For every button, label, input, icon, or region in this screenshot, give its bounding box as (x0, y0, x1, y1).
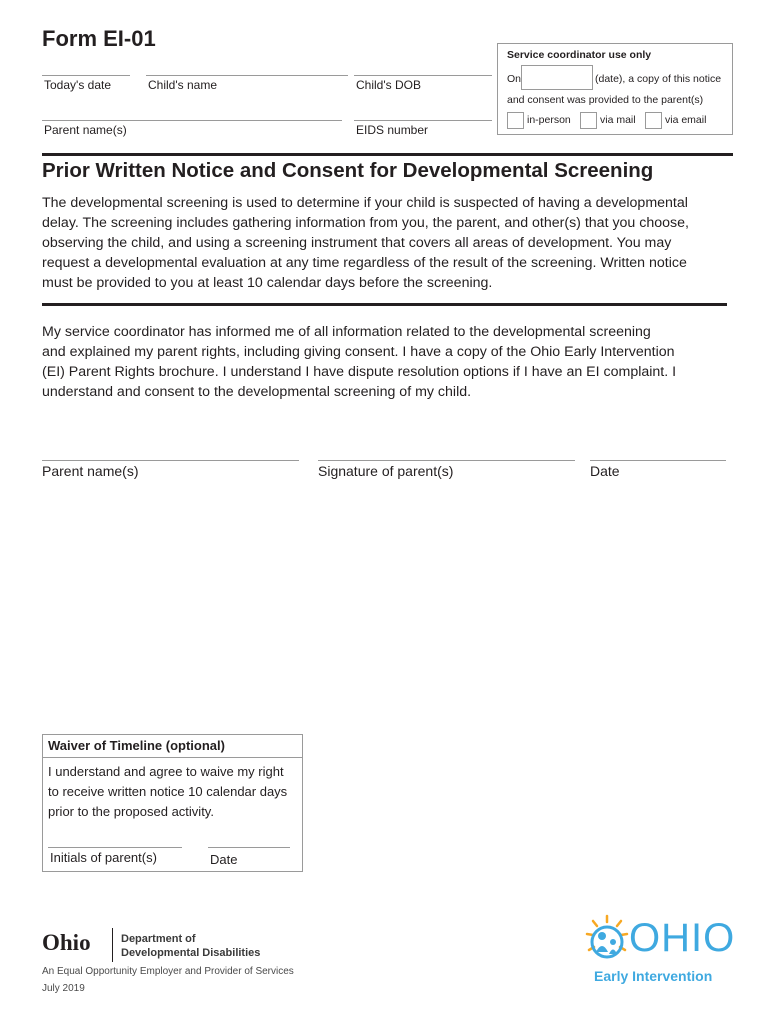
consent-line: and explained my parent rights, including giving consent. I have a copy of the Ohio Early Intervention (42, 344, 675, 360)
via-mail-label: via mail (600, 114, 636, 126)
childs-dob-line[interactable] (354, 75, 492, 76)
intro-line: observing the child, and using a screening instrument that covers all areas of development. You may (42, 235, 672, 251)
childs-dob-label: Child's DOB (356, 78, 421, 92)
ei-logo-ohio: OHIO (629, 916, 736, 960)
consent-paragraph (42, 322, 732, 402)
consent-line: understand and consent to the developmental screening of my child. (42, 384, 472, 400)
early-intervention-logo (585, 912, 736, 992)
intro-line: The developmental screening is used to determine if your child is suspected of having a developmental (42, 195, 688, 211)
via-email-checkbox[interactable] (645, 112, 662, 129)
ei-logo-subtitle: Early Intervention (594, 968, 713, 984)
page-heading: Prior Written Notice and Consent for Developmental Screening (42, 159, 654, 182)
form-date: July 2019 (42, 983, 85, 994)
waiver-title: Waiver of Timeline (optional) (48, 738, 225, 753)
todays-date-label: Today's date (44, 78, 112, 92)
todays-date-line[interactable] (42, 75, 130, 76)
heading-top-rule (42, 153, 733, 156)
service-coordinator-title: Service coordinator use only (507, 49, 652, 61)
form-title: Form EI-01 (42, 26, 156, 51)
initials-line[interactable] (48, 847, 182, 848)
sig-date-label: Date (590, 463, 620, 479)
department-line-2: Developmental Disabilities (121, 947, 261, 959)
via-email-label: via email (665, 114, 707, 126)
intro-line: must be provided to you at least 10 calendar days before the screening. (42, 275, 493, 291)
consent-line: My service coordinator has informed me of all information related to the developmental screening (42, 324, 651, 340)
sc-line2: and consent was provided to the parent(s) (507, 94, 704, 106)
consent-line: (EI) Parent Rights brochure. I understand I have dispute resolution options if I have an EI complaint. I (42, 364, 677, 380)
parent-names-line[interactable] (42, 120, 342, 121)
sc-on-label: On (507, 73, 522, 85)
eids-number-line[interactable] (354, 120, 492, 121)
childs-name-label: Child's name (148, 78, 217, 92)
via-mail-checkbox[interactable] (580, 112, 597, 129)
in-person-label: in-person (527, 114, 571, 126)
initials-label: Initials of parent(s) (50, 850, 157, 865)
parent-names-label: Parent name(s) (44, 123, 127, 137)
intro-line: request a developmental evaluation at any time regardless of the result of the screening. Written notice (42, 255, 687, 271)
waiver-date-line[interactable] (208, 847, 290, 848)
signature-label: Signature of parent(s) (318, 463, 454, 479)
sc-date-input[interactable] (521, 65, 593, 90)
waiver-line: to receive written notice 10 calendar days (48, 784, 288, 799)
waiver-divider (43, 757, 302, 758)
signature-line[interactable] (318, 460, 575, 461)
intro-bottom-rule (42, 303, 727, 306)
department-name (121, 932, 260, 960)
ohio-logo: Ohio (42, 930, 91, 955)
waiver-date-label: Date (210, 852, 238, 867)
logo-divider (112, 928, 113, 962)
sig-parent-names-line[interactable] (42, 460, 299, 461)
sig-date-line[interactable] (590, 460, 726, 461)
childs-name-line[interactable] (146, 75, 348, 76)
sc-date-text: (date), a copy of this notice (595, 73, 722, 85)
waiver-line: I understand and agree to waive my right (48, 764, 284, 779)
in-person-checkbox[interactable] (507, 112, 524, 129)
eids-number-label: EIDS number (356, 123, 429, 137)
sig-parent-names-label: Parent name(s) (42, 463, 139, 479)
equal-opportunity-text: An Equal Opportunity Employer and Provider of Services (42, 966, 294, 977)
waiver-text (48, 762, 302, 822)
department-line-1: Department of (121, 933, 196, 945)
waiver-line: prior to the proposed activity. (48, 804, 214, 819)
intro-line: delay. The screening includes gathering information from you, the parent, and other(s) that you choose, (42, 215, 689, 231)
intro-paragraph (42, 193, 732, 293)
